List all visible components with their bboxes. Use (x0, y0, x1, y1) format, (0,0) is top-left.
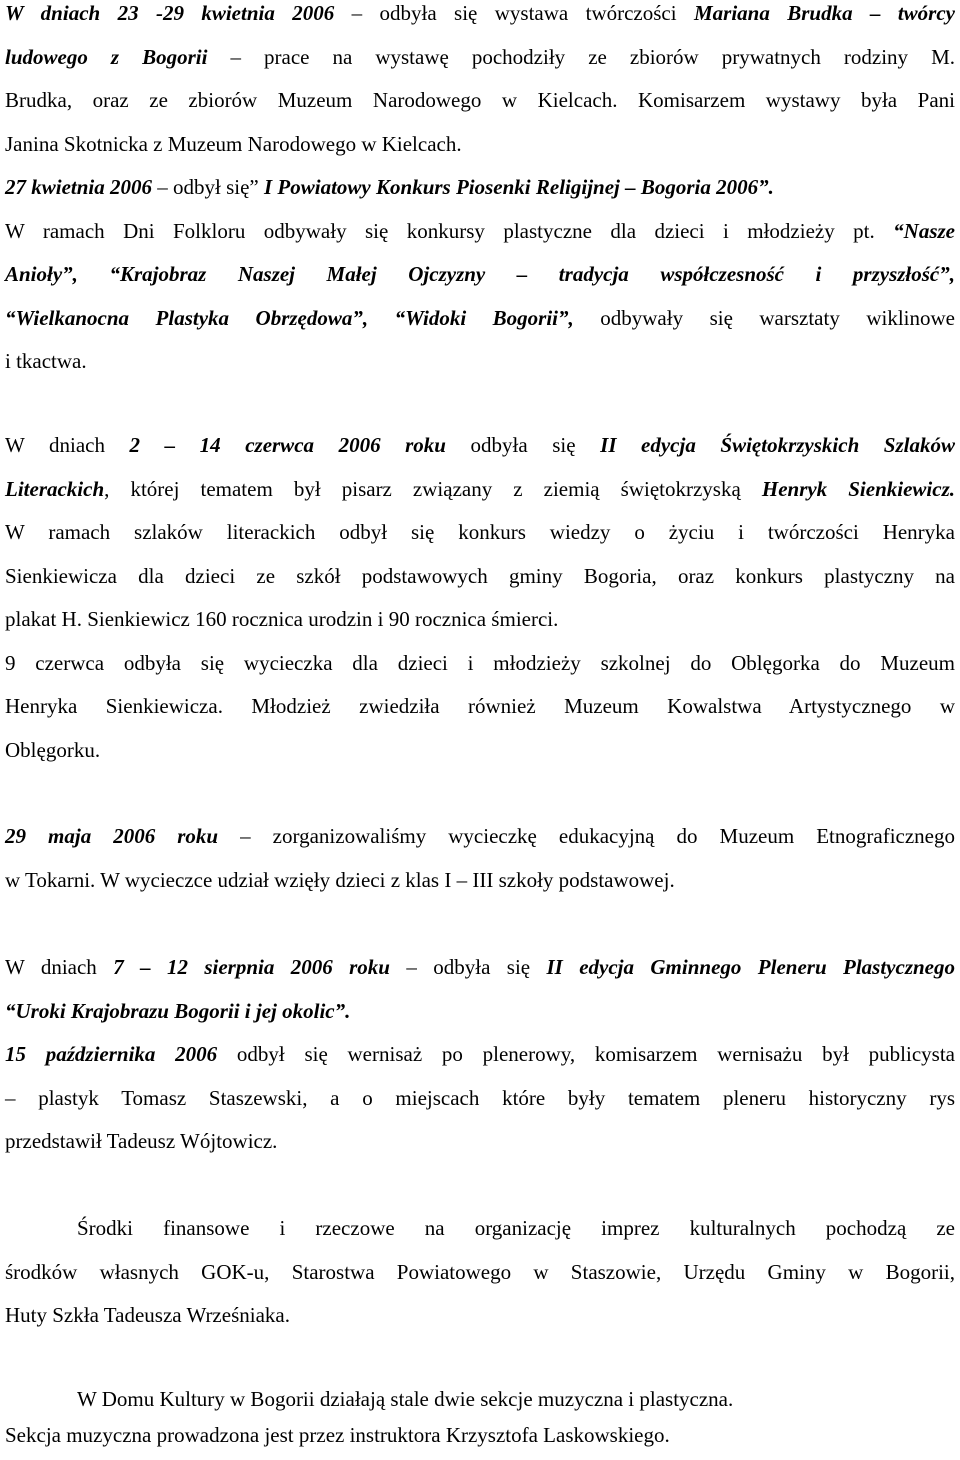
text-line (5, 210, 955, 254)
text-line: Oblęgorku. (5, 737, 101, 762)
text-run: – odbyła się wystawa twórczości (334, 1, 694, 25)
date-emphasis: 2 – 14 czerwca 2006 roku (129, 433, 446, 457)
text-line (5, 36, 955, 80)
text-run: W dniach (5, 955, 114, 979)
event-emphasis: II edycja Gminnego Pleneru Plastycznego (546, 955, 955, 979)
text-run: W dniach (5, 433, 130, 457)
paragraph-literary-trails (5, 424, 955, 772)
date-emphasis: 15 października 2006 (5, 1042, 218, 1066)
paragraph-funding (5, 1207, 955, 1338)
name-emphasis: ludowego z Bogorii (5, 44, 208, 69)
event-emphasis: I Powiatowy Konkurs Piosenki Religijnej – Bogoria 2006”. (264, 175, 774, 199)
text-line (5, 166, 955, 210)
text-run: – odbyła się (389, 955, 547, 979)
text-line: plakat H. Sienkiewicz 160 rocznica urodzin i 90 rocznica śmierci. (5, 607, 559, 631)
text-line: Środki finansowe i rzeczowe na organizację imprez kulturalnych pochodzą ze (77, 1216, 955, 1240)
paragraph-exhibition (5, 0, 955, 384)
title-emphasis: Anioły”, “Krajobraz Naszej Małej Ojczyzny – tradycja współczesność i przyszłość”, (5, 262, 955, 286)
name-emphasis: Henryk Sienkiewicz. (761, 476, 955, 501)
paragraph-museum-trip (5, 815, 955, 902)
text-line: Sienkiewicza dla dzieci ze szkół podstawowych gminy Bogoria, oraz konkurs plastyczny na (5, 563, 955, 588)
text-line: Henryka Sienkiewicza. Młodzież zwiedziła również Muzeum Kowalstwa Artystycznego w (5, 694, 955, 718)
text-line (5, 1033, 955, 1077)
text-line: środków własnych GOK-u, Starostwa Powiatowego w Staszowie, Urzędu Gminy w Bogorii, (5, 1259, 955, 1284)
text-line: i tkactwa. (5, 349, 87, 373)
text-line (5, 468, 955, 512)
paragraph-sections (5, 1381, 955, 1453)
text-line: Huty Szkła Tadeusza Wrześniaka. (5, 1303, 290, 1327)
text-line (5, 253, 955, 297)
text-line: W ramach szlaków literackich odbył się konkurs wiedzy o życiu i twórczości Henryka (5, 520, 955, 544)
title-emphasis: “Nasze (893, 218, 955, 243)
event-title-line: “Uroki Krajobrazu Bogorii i jej okolic”. (5, 998, 351, 1023)
text-line (5, 946, 955, 990)
text-run: W ramach Dni Folkloru odbywały się konkursy plastyczne dla dzieci i młodzieży pt. (5, 218, 894, 243)
text-line: przedstawił Tadeusz Wójtowicz. (5, 1129, 278, 1153)
text-line (5, 0, 955, 36)
text-line (5, 424, 955, 468)
text-line (5, 815, 955, 859)
name-emphasis: Mariana Brudka – twórcy (693, 1, 955, 25)
text-run: – zorganizowaliśmy wycieczkę edukacyjną do Muzeum Etnograficznego (218, 824, 955, 848)
date-emphasis: 29 maja 2006 roku (5, 824, 219, 848)
text-line (5, 297, 955, 341)
text-run: – odbył się” (152, 175, 264, 199)
text-run: odbył się wernisaż po plenerowy, komisarzem wernisażu był publicysta (217, 1042, 955, 1066)
text-line: w Tokarni. W wycieczce udział wzięły dzieci z klas I – III szkoły podstawowej. (5, 867, 675, 892)
text-line: Brudka, oraz ze zbiorów Muzeum Narodowego w Kielcach. Komisarzem wystawy była Pani (5, 88, 955, 112)
title-emphasis: “Wielkanocna Plastyka Obrzędowa”, “Widoki Bogorii”, (5, 305, 574, 330)
event-emphasis: II edycja Świętokrzyskich Szlaków (600, 433, 955, 457)
event-emphasis: Literackich (5, 476, 105, 501)
text-run: odbyła się (445, 433, 601, 457)
text-line: 9 czerwca odbyła się wycieczka dla dzieci i młodzieży szkolnej do Oblęgorka do Muzeum (5, 650, 955, 675)
date-emphasis: 27 kwietnia 2006 (5, 175, 153, 199)
text-line: Sekcja muzyczna prowadzona jest przez instruktora Krzysztofa Laskowskiego. (5, 1423, 670, 1447)
text-line: Janina Skotnicka z Muzeum Narodowego w Kielcach. (5, 131, 462, 156)
text-line: W Domu Kultury w Bogorii działają stale dwie sekcje muzyczna i plastyczna. (77, 1387, 734, 1411)
date-emphasis: 7 – 12 sierpnia 2006 roku (113, 955, 390, 979)
date-emphasis: W dniach 23 -29 kwietnia 2006 (5, 1, 335, 25)
text-run: , której tematem był pisarz związany z ziemią świętokrzyską (104, 476, 762, 501)
text-run: – prace na wystawę pochodziły ze zbiorów prywatnych rodziny M. (207, 44, 955, 69)
paragraph-plein-air (5, 946, 955, 1164)
text-run: odbywały się warsztaty wiklinowe (573, 305, 955, 330)
text-line: – plastyk Tomasz Staszewski, a o miejscach które były tematem pleneru historyczny rys (5, 1085, 955, 1110)
